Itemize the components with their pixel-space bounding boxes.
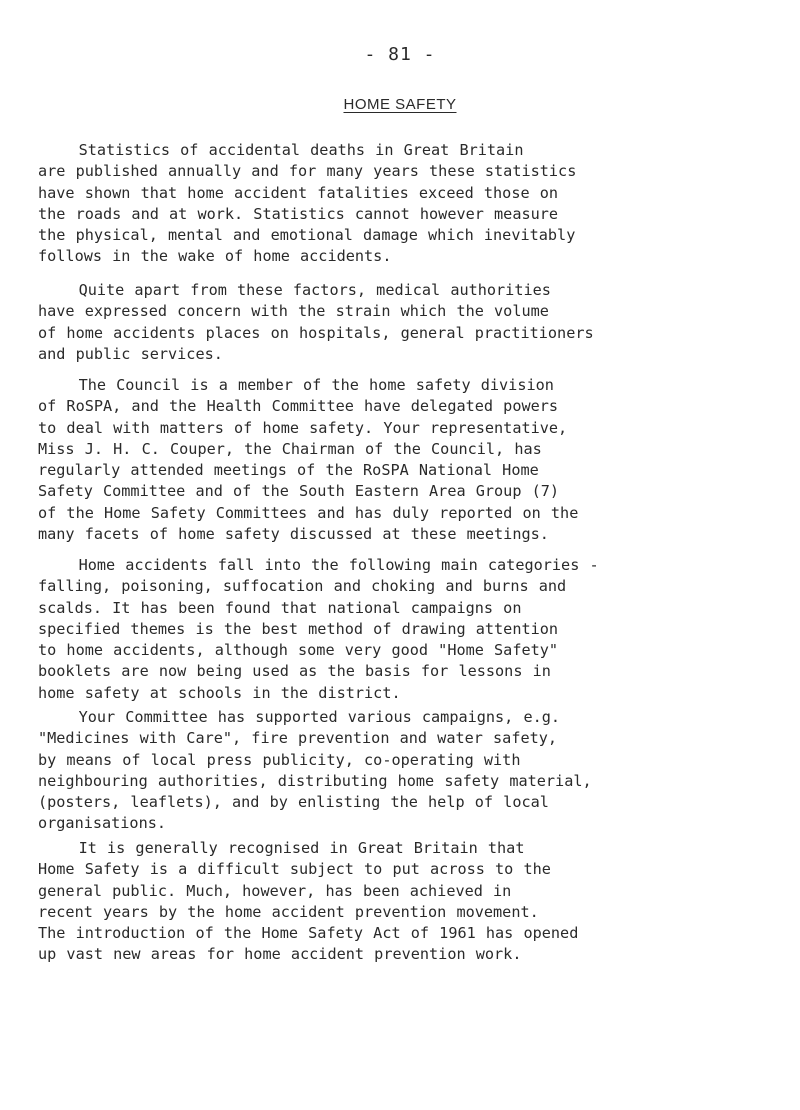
paragraph-statistics: Statistics of accidental deaths in Great Britain are published annually and for many years these statistics have shown that home accident fatalities exceed those on the roads and at work. Statistics cannot however measure the physical, mental and emotional damage which inevitably follows in the wake of home accidents.	[38, 141, 577, 266]
page-number: - 81 -	[364, 44, 436, 65]
paragraph-home-safety-act: It is generally recognised in Great Britain that Home Safety is a difficult subject to put across to the general public. Much, however, has been achieved in recent years by the home accident prevention movement. The introduction of the Home Safety Act of 1961 has opened up vast new areas for home accident prevention work.	[38, 839, 579, 964]
paragraph-campaigns: Your Committee has supported various campaigns, e.g. "Medicines with Care", fire prevention and water safety, by means of local press publicity, co-operating with neighbouring authorities, distributing home safety material, (posters, leaflets), and by enlisting the help of local organisations.	[38, 708, 592, 833]
paragraph-council-rospa: The Council is a member of the home safety division of RoSPA, and the Health Committee have delegated powers to deal with matters of home safety. Your representative, Miss J. H. C. Couper, the Chairman of the Council, has regularly attended meetings of the RoSPA National Home Safety Committee and of the South Eastern Area Group (7) of the Home Safety Committees and has duly reported on the many facets of home safety discussed at these meetings.	[38, 376, 579, 544]
page-heading-text: HOME SAFETY	[343, 96, 457, 113]
paragraph-medical-concern: Quite apart from these factors, medical authorities have expressed concern with the strain which the volume of home accidents places on hospitals, general practitioners and public services.	[38, 281, 594, 363]
page-heading	[0, 96, 800, 113]
paragraph-accident-categories: Home accidents fall into the following main categories - falling, poisoning, suffocation and choking and burns and scalds. It has been found that national campaigns on specified themes is the best method of drawing attention to home accidents, although some very good "Home Safety" booklets are now being used as the basis for lessons in home safety at schools in the district.	[38, 556, 599, 702]
